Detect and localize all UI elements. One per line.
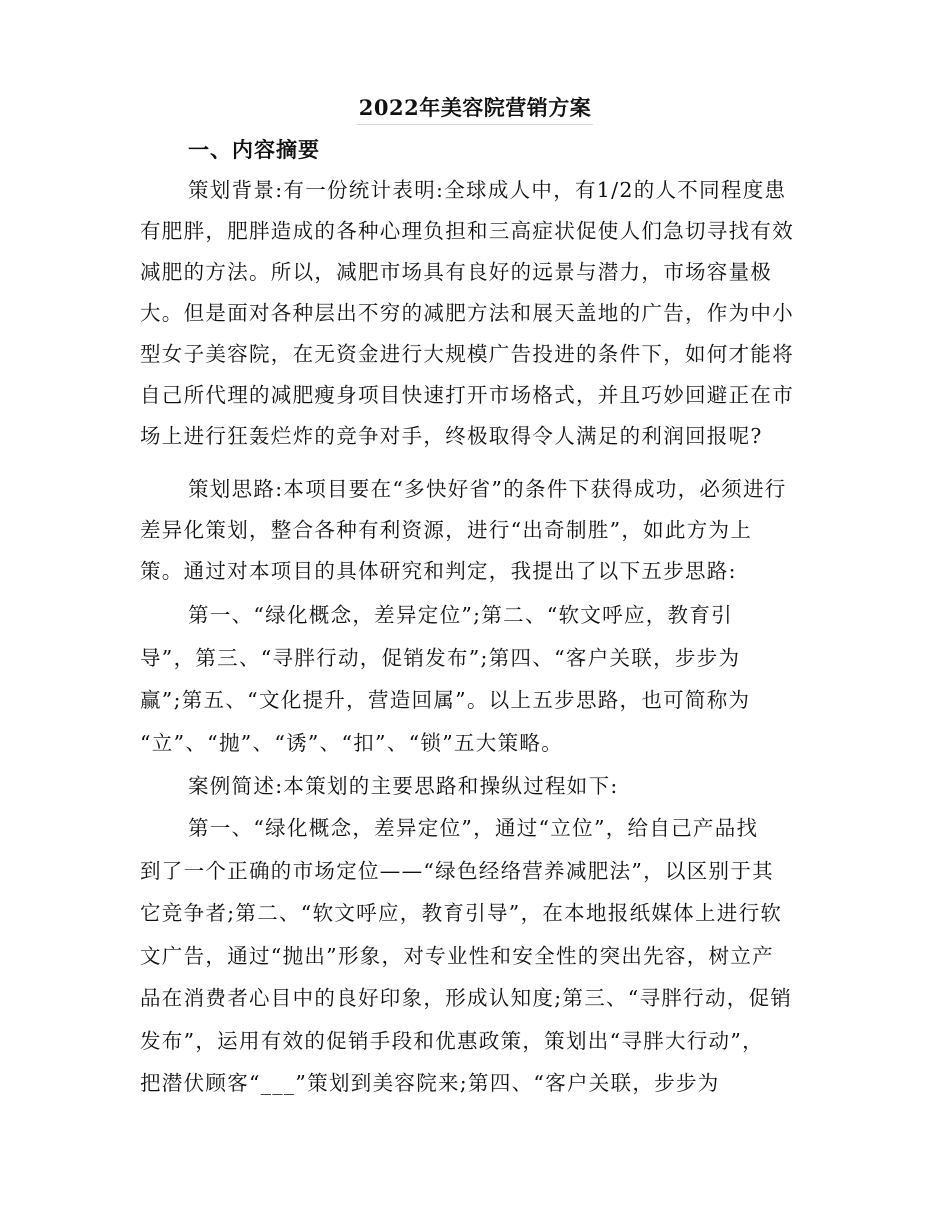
body-line: 品在消费者心目中的良好印象，形成认知度;第三、“寻胖行动，促销 bbox=[140, 986, 793, 1010]
body-line: 文广告，通过“抛出”形象，对专业性和安全性的突出先容，树立产 bbox=[140, 944, 774, 968]
body-line: 导”，第三、“寻胖行动，促销发布”;第四、“客户关联，步步为 bbox=[140, 646, 741, 670]
body-line: 自己所代理的减肥瘦身项目快速打开市场格式，并且巧妙回避正在市 bbox=[140, 383, 794, 407]
body-line: 型女子美容院，在无资金进行大规模广告投进的条件下，如何才能将 bbox=[140, 342, 794, 366]
body-line: 策划背景:有一份统计表明:全球成人中，有1/2的人不同程度患 bbox=[188, 178, 787, 202]
body-line: 有肥胖，肥胖造成的各种心理负担和三高症状促使人们急切寻找有效 bbox=[140, 219, 794, 243]
body-line: 第一、“绿化概念，差异定位”，通过“立位”，给自己产品找 bbox=[188, 816, 759, 840]
body-line: “立”、“抛”、“诱”、“扣”、“锁”五大策略。 bbox=[140, 731, 564, 755]
body-line: 策。通过对本项目的具体研究和判定，我提出了以下五步思路: bbox=[140, 559, 737, 583]
body-line: 它竞争者;第二、“软文呼应，教育引导”，在本地报纸媒体上进行软 bbox=[140, 901, 783, 925]
body-line: 策划思路:本项目要在“多快好省”的条件下获得成功，必须进行 bbox=[188, 477, 787, 501]
body-line: 把潜伏顾客“___”策划到美容院来;第四、“客户关联，步步为 bbox=[140, 1071, 720, 1095]
body-line: 赢”;第五、“文化提升，营造回属”。以上五步思路，也可简称为 bbox=[140, 688, 751, 712]
body-line: 大。但是面对各种层出不穷的减肥方法和展天盖地的广告，作为中小 bbox=[140, 301, 794, 325]
body-line: 案例简述:本策划的主要思路和操纵过程如下: bbox=[188, 774, 619, 798]
document-title bbox=[0, 92, 950, 125]
body-line: 到了一个正确的市场定位——“绿色经络营养减肥法”，以区别于其 bbox=[140, 859, 774, 883]
document-title-text: 2022年美容院营销方案 bbox=[357, 92, 593, 125]
section-heading: 一、内容摘要 bbox=[188, 137, 320, 162]
body-line: 发布”，运用有效的促销手段和优惠政策，策划出“寻胖大行动”， bbox=[140, 1029, 764, 1053]
body-line: 场上进行狂轰烂炸的竞争对手，终极取得令人满足的利润回报呢? bbox=[140, 424, 763, 448]
body-line: 减肥的方法。所以，减肥市场具有良好的远景与潜力，市场容量极 bbox=[140, 260, 773, 284]
body-line: 差异化策划，整合各种有利资源，进行“出奇制胜”，如此方为上 bbox=[140, 518, 753, 542]
body-line: 第一、“绿化概念，差异定位”;第二、“软文呼应，教育引 bbox=[188, 603, 733, 627]
